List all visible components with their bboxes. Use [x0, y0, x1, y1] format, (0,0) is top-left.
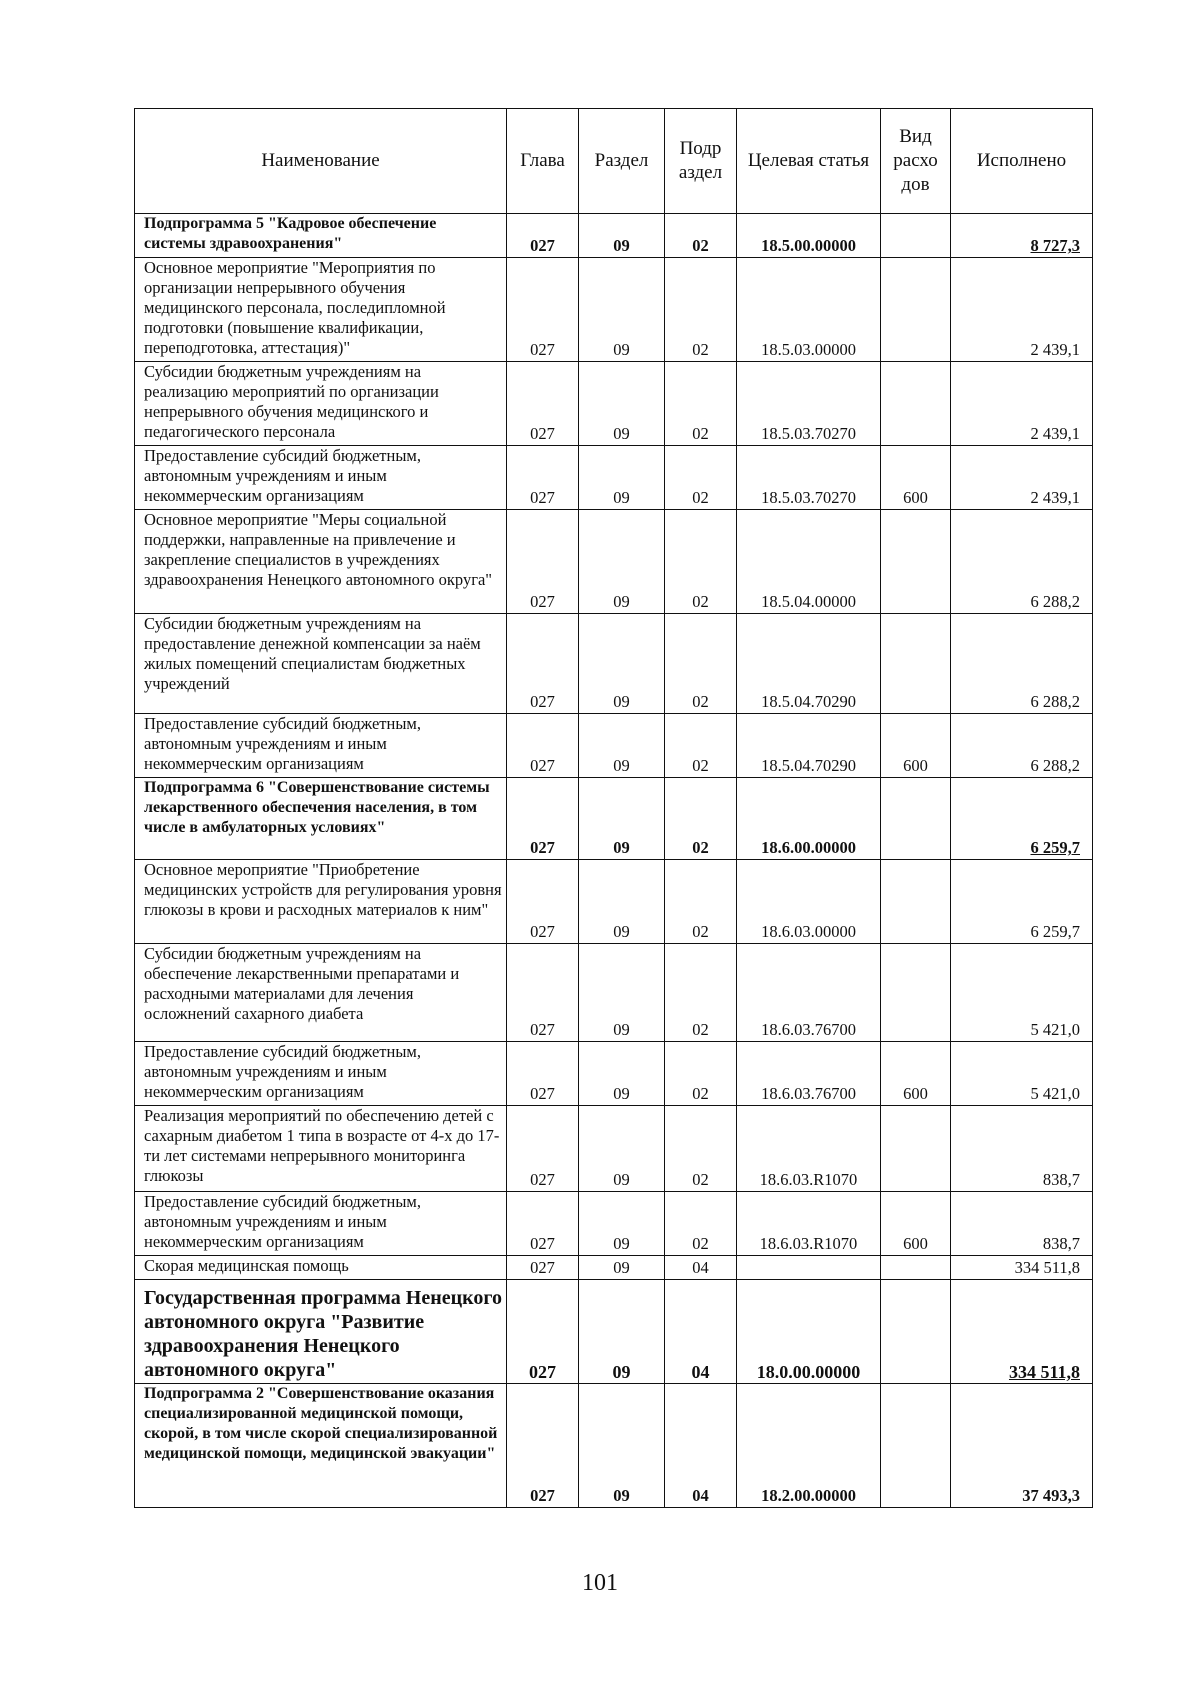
row-glava: 027	[507, 446, 579, 510]
row-glava: 027	[507, 1256, 579, 1280]
row-razdel: 09	[579, 778, 665, 860]
row-name: Подпрограмма 6 "Совершенствование системы лекарственного обеспечения населения, в том числе в амбулаторных условиях"	[135, 778, 507, 860]
row-razdel: 09	[579, 944, 665, 1042]
table-row	[135, 258, 1093, 362]
row-podrazdel: 02	[665, 510, 737, 614]
row-vid	[881, 1384, 951, 1508]
row-vid	[881, 1280, 951, 1384]
row-glava: 027	[507, 778, 579, 860]
row-vid: 600	[881, 714, 951, 778]
row-glava: 027	[507, 1384, 579, 1508]
row-ispolneno: 2 439,1	[951, 362, 1093, 446]
row-podrazdel: 02	[665, 1042, 737, 1106]
row-razdel: 09	[579, 860, 665, 944]
row-glava: 027	[507, 362, 579, 446]
row-vid: 600	[881, 1192, 951, 1256]
row-glava: 027	[507, 1106, 579, 1192]
table-row	[135, 860, 1093, 944]
row-name: Предоставление субсидий бюджетным, автономным учреждениям и иным некоммерческим организациям	[135, 446, 507, 510]
row-name: Субсидии бюджетным учреждениям на предоставление денежной компенсации за наём жилых помещений специалистам бюджетных учреждений	[135, 614, 507, 714]
row-ispolneno: 2 439,1	[951, 446, 1093, 510]
table-row	[135, 1042, 1093, 1106]
table-row	[135, 1384, 1093, 1508]
table-row	[135, 362, 1093, 446]
row-razdel: 09	[579, 1280, 665, 1384]
row-glava: 027	[507, 258, 579, 362]
row-glava: 027	[507, 1192, 579, 1256]
row-razdel: 09	[579, 614, 665, 714]
row-glava: 027	[507, 614, 579, 714]
row-vid	[881, 614, 951, 714]
page-number: 101	[582, 1570, 618, 1596]
row-razdel: 09	[579, 1256, 665, 1280]
table-row	[135, 1256, 1093, 1280]
row-vid: 600	[881, 446, 951, 510]
table-row	[135, 510, 1093, 614]
header-name: Наименование	[135, 109, 507, 214]
row-glava: 027	[507, 1042, 579, 1106]
table-row	[135, 1106, 1093, 1192]
row-ispolneno: 6 288,2	[951, 510, 1093, 614]
row-glava: 027	[507, 944, 579, 1042]
row-vid	[881, 944, 951, 1042]
row-celevaya: 18.6.03.R1070	[737, 1106, 881, 1192]
row-name: Субсидии бюджетным учреждениям на реализацию мероприятий по организации непрерывного обучения медицинского и педагогического персонала	[135, 362, 507, 446]
row-razdel: 09	[579, 362, 665, 446]
row-ispolneno	[951, 214, 1093, 258]
header-celevaya: Целевая статья	[737, 109, 881, 214]
header-glava: Глава	[507, 109, 579, 214]
row-razdel: 09	[579, 714, 665, 778]
row-podrazdel: 02	[665, 1106, 737, 1192]
row-name: Подпрограмма 2 "Совершенствование оказания специализированной медицинской помощи, скорой, в том числе скорой специализированной медицинской помощи, медицинской эвакуации"	[135, 1384, 507, 1508]
row-podrazdel: 02	[665, 1192, 737, 1256]
row-ispolneno: 838,7	[951, 1106, 1093, 1192]
row-celevaya: 18.6.03.00000	[737, 860, 881, 944]
row-celevaya: 18.5.00.00000	[737, 214, 881, 258]
row-ispolneno: 838,7	[951, 1192, 1093, 1256]
row-razdel: 09	[579, 446, 665, 510]
amount-value: 6 259,7	[1030, 838, 1080, 857]
row-ispolneno: 5 421,0	[951, 944, 1093, 1042]
table-row	[135, 214, 1093, 258]
row-vid	[881, 778, 951, 860]
row-razdel: 09	[579, 258, 665, 362]
row-podrazdel: 02	[665, 362, 737, 446]
row-podrazdel: 04	[665, 1384, 737, 1508]
row-celevaya: 18.5.03.70270	[737, 362, 881, 446]
row-podrazdel: 02	[665, 446, 737, 510]
row-glava: 027	[507, 714, 579, 778]
table-row	[135, 446, 1093, 510]
row-name: Основное мероприятие "Мероприятия по организации непрерывного обучения медицинского персонала, последипломной подготовки (повышение квалификации, переподготовка, аттестация)"	[135, 258, 507, 362]
row-vid: 600	[881, 1042, 951, 1106]
row-podrazdel: 02	[665, 614, 737, 714]
header-ispolneno: Исполнено	[951, 109, 1093, 214]
row-celevaya: 18.6.03.76700	[737, 1042, 881, 1106]
row-razdel: 09	[579, 1042, 665, 1106]
row-name: Основное мероприятие "Меры социальной поддержки, направленные на привлечение и закрепление специалистов в учреждениях здравоохранения Ненецкого автономного округа"	[135, 510, 507, 614]
row-ispolneno	[951, 778, 1093, 860]
table-row	[135, 614, 1093, 714]
row-podrazdel: 02	[665, 778, 737, 860]
row-razdel: 09	[579, 510, 665, 614]
row-ispolneno: 6 259,7	[951, 860, 1093, 944]
row-razdel: 09	[579, 1384, 665, 1508]
row-celevaya: 18.6.03.76700	[737, 944, 881, 1042]
row-name: Скорая медицинская помощь	[135, 1256, 507, 1280]
row-celevaya: 18.5.04.00000	[737, 510, 881, 614]
header-row	[135, 109, 1093, 214]
row-podrazdel: 04	[665, 1280, 737, 1384]
table-row	[135, 778, 1093, 860]
table-row	[135, 944, 1093, 1042]
row-ispolneno: 2 439,1	[951, 258, 1093, 362]
row-podrazdel: 02	[665, 860, 737, 944]
row-celevaya: 18.5.03.70270	[737, 446, 881, 510]
row-vid	[881, 510, 951, 614]
row-vid	[881, 1106, 951, 1192]
row-podrazdel: 02	[665, 214, 737, 258]
row-glava: 027	[507, 214, 579, 258]
row-ispolneno: 37 493,3	[951, 1384, 1093, 1508]
row-ispolneno: 6 288,2	[951, 714, 1093, 778]
row-celevaya: 18.2.00.00000	[737, 1384, 881, 1508]
row-celevaya: 18.6.03.R1070	[737, 1192, 881, 1256]
header-razdel: Раздел	[579, 109, 665, 214]
row-vid	[881, 258, 951, 362]
row-razdel: 09	[579, 1106, 665, 1192]
table-row	[135, 1280, 1093, 1384]
header-podrazdel: Подр аздел	[665, 109, 737, 214]
budget-table	[134, 108, 1093, 1508]
row-name: Субсидии бюджетным учреждениям на обеспечение лекарственными препаратами и расходными материалами для лечения осложнений сахарного диабета	[135, 944, 507, 1042]
row-glava: 027	[507, 510, 579, 614]
row-vid	[881, 362, 951, 446]
amount-value: 334 511,8	[1008, 1362, 1080, 1382]
row-name: Реализация мероприятий по обеспечению детей с сахарным диабетом 1 типа в возрасте от 4-х до 17-ти лет системами непрерывного мониторинга глюкозы	[135, 1106, 507, 1192]
row-name: Предоставление субсидий бюджетным, автономным учреждениям и иным некоммерческим организациям	[135, 1042, 507, 1106]
row-glava: 027	[507, 1280, 579, 1384]
row-celevaya: 18.5.04.70290	[737, 614, 881, 714]
row-ispolneno	[951, 1280, 1093, 1384]
row-ispolneno: 334 511,8	[951, 1256, 1093, 1280]
row-celevaya: 18.0.00.00000	[737, 1280, 881, 1384]
row-celevaya: 18.5.04.70290	[737, 714, 881, 778]
row-name: Государственная программа Ненецкого автономного округа "Развитие здравоохранения Ненецкого автономного округа"	[135, 1280, 507, 1384]
row-podrazdel: 02	[665, 258, 737, 362]
row-ispolneno: 5 421,0	[951, 1042, 1093, 1106]
row-celevaya	[737, 1256, 881, 1280]
row-podrazdel: 02	[665, 714, 737, 778]
row-vid	[881, 1256, 951, 1280]
row-razdel: 09	[579, 214, 665, 258]
table-row	[135, 714, 1093, 778]
row-celevaya: 18.6.00.00000	[737, 778, 881, 860]
header-vid: Вид расхо дов	[881, 109, 951, 214]
row-name: Предоставление субсидий бюджетным, автономным учреждениям и иным некоммерческим организациям	[135, 1192, 507, 1256]
row-razdel: 09	[579, 1192, 665, 1256]
row-vid	[881, 214, 951, 258]
row-podrazdel: 04	[665, 1256, 737, 1280]
row-podrazdel: 02	[665, 944, 737, 1042]
row-vid	[881, 860, 951, 944]
row-ispolneno: 6 288,2	[951, 614, 1093, 714]
row-name: Основное мероприятие "Приобретение медицинских устройств для регулирования уровня глюкозы в крови и расходных материалов к ним"	[135, 860, 507, 944]
row-name: Предоставление субсидий бюджетным, автономным учреждениям и иным некоммерческим организациям	[135, 714, 507, 778]
table-row	[135, 1192, 1093, 1256]
row-name: Подпрограмма 5 "Кадровое обеспечение системы здравоохранения"	[135, 214, 507, 258]
row-celevaya: 18.5.03.00000	[737, 258, 881, 362]
amount-value: 8 727,3	[1030, 236, 1080, 255]
row-glava: 027	[507, 860, 579, 944]
